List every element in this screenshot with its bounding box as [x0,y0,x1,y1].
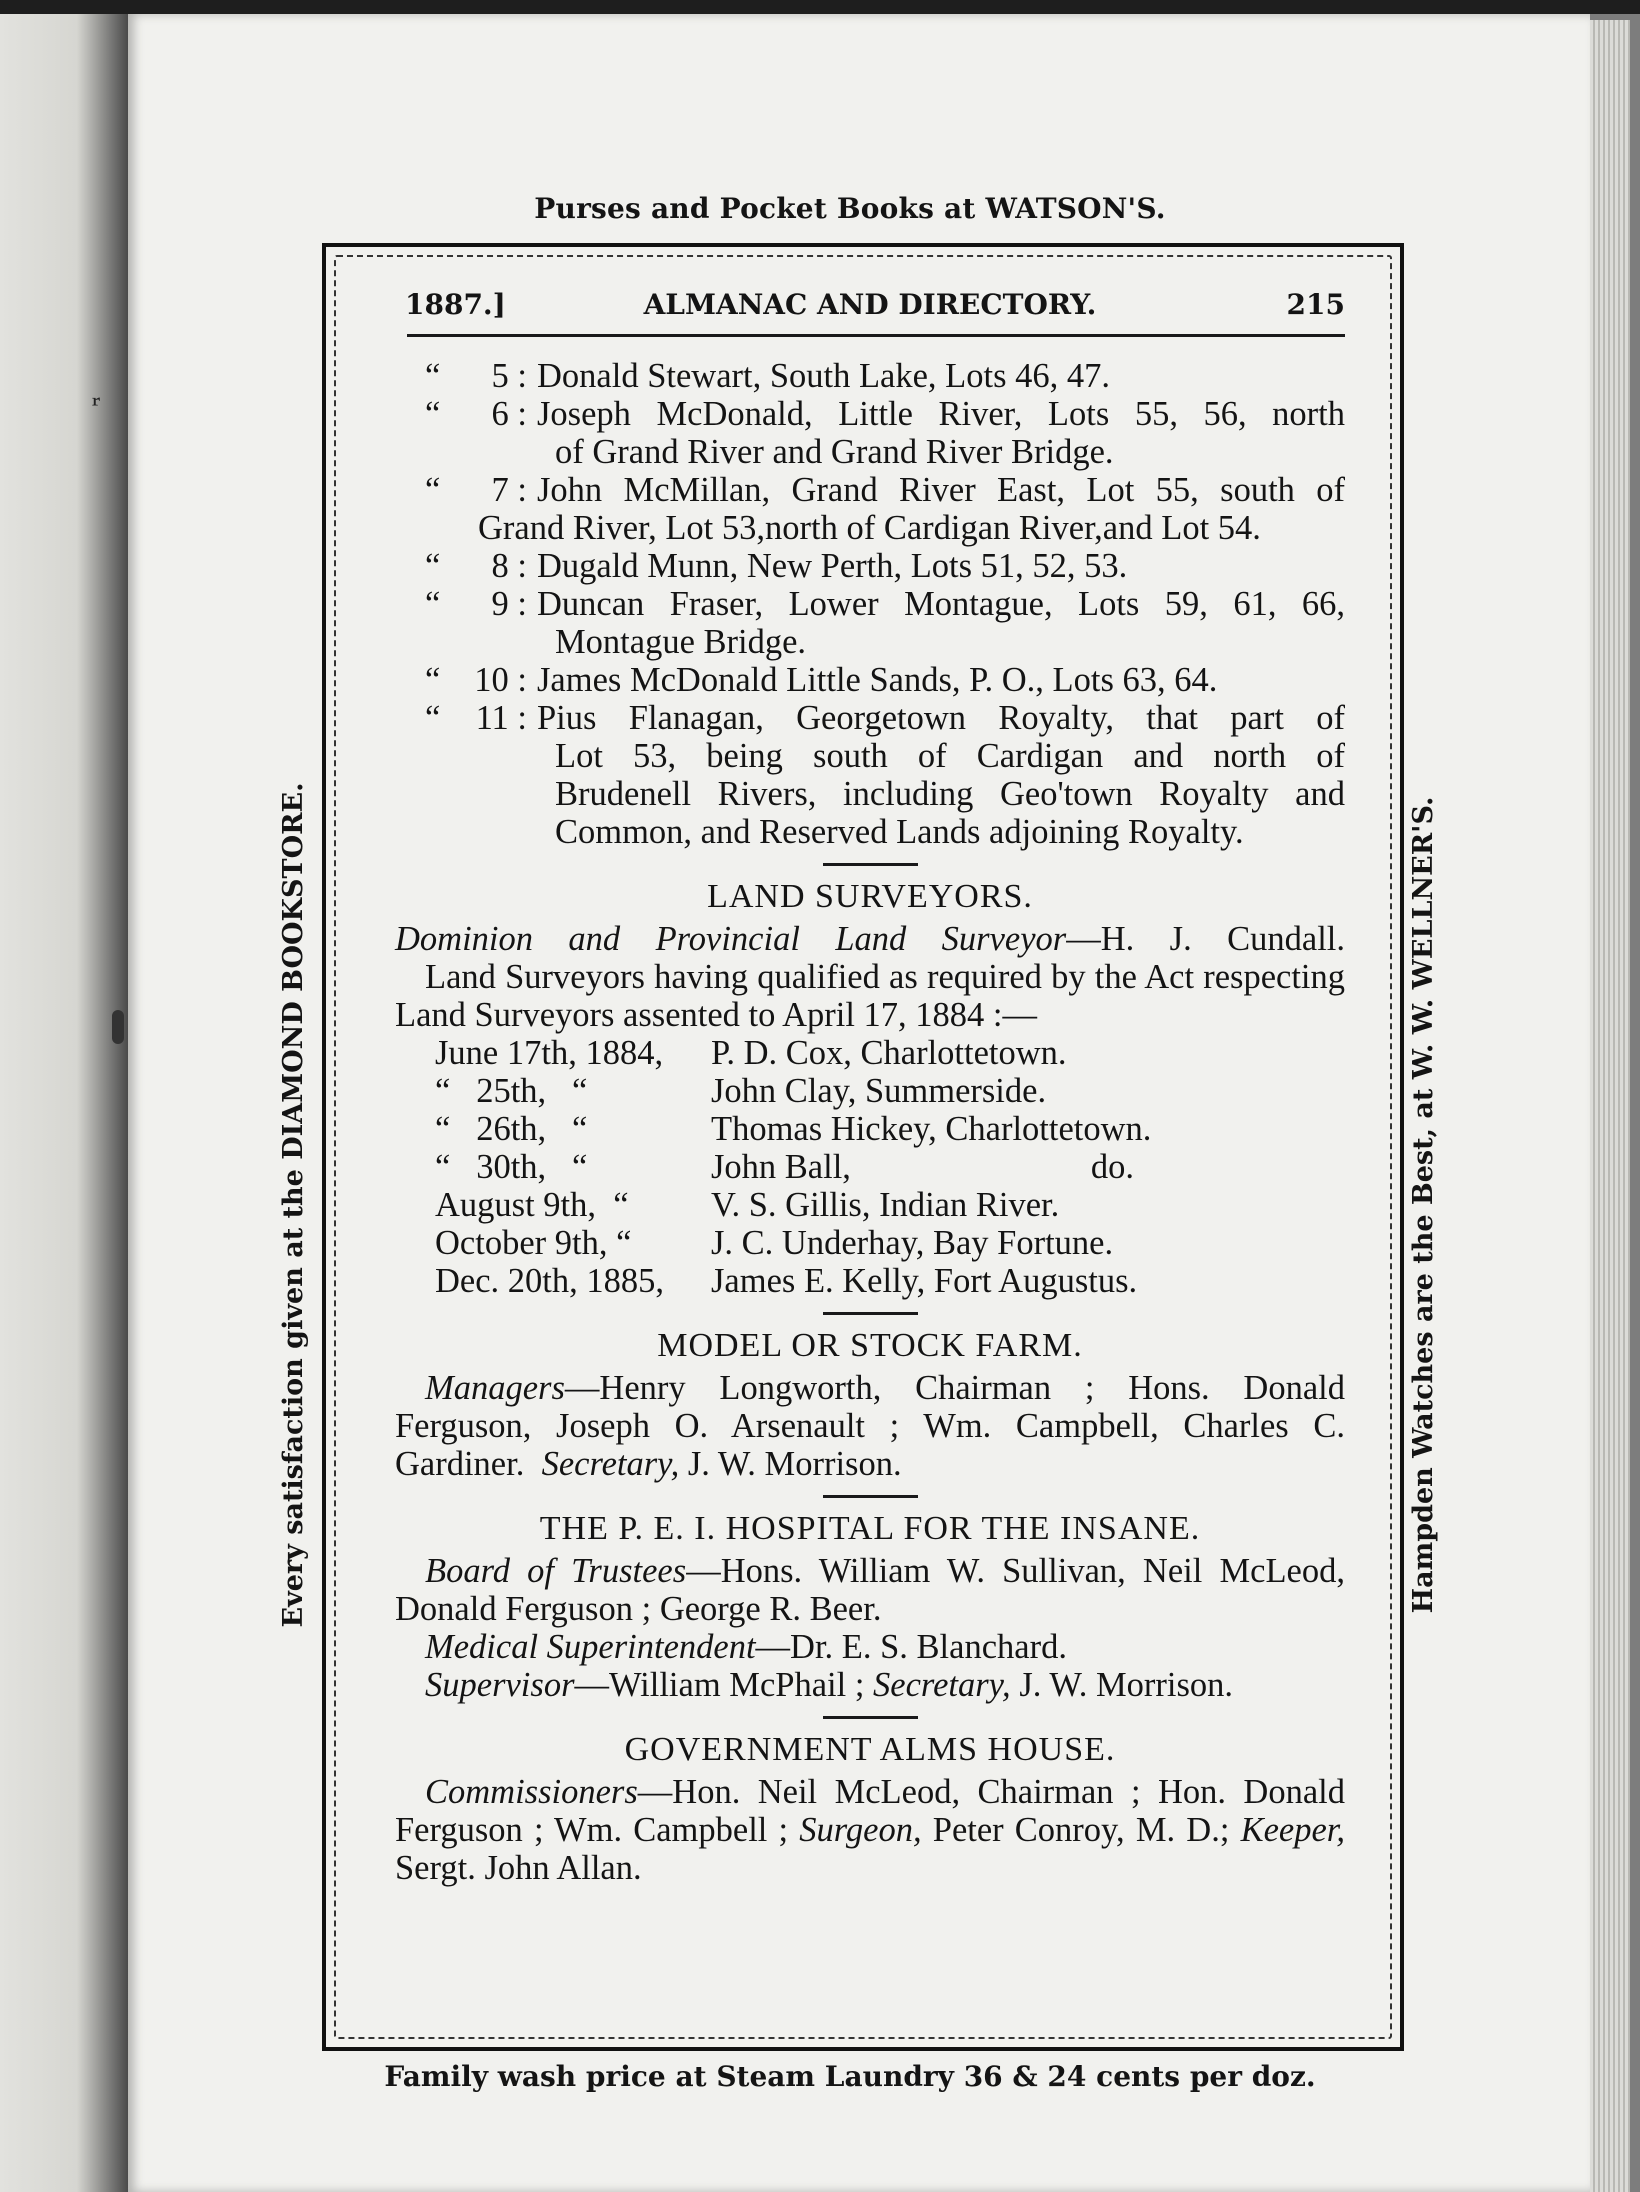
surgeon-label: Surgeon, [799,1811,922,1849]
table-cell-name: J. C. Underhay, Bay Fortune. [711,1224,1114,1262]
entry-number: 6 : [491,395,527,433]
list-item [395,661,1345,699]
table-row [435,1224,1151,1262]
entry-number: 5 : [491,357,527,395]
commissioners-text: —Hon. Neil McLeod, Chairman ; Hon. Donald Ferguson ; Wm. Campbell ; [395,1773,1345,1849]
running-head [395,270,1345,320]
hospital-trustees [395,1552,1345,1628]
ditto-mark: “ [425,585,441,623]
entry-text: John McMillan, Grand River East, Lot 55, south of [537,471,1345,509]
entry-text: Montague Bridge. [555,623,807,661]
entry-text: Lot 53, being south of Cardigan and north of [555,737,1345,775]
table-row [435,1262,1151,1300]
left-advertisement: Every satisfaction given at the DIAMOND BOOKSTORE. [278,782,309,1628]
surgeon-text: Peter Conroy, M. D.; [921,1811,1241,1849]
right-advertisement: Hampden Watches are the Best, at W. W. WELLNER'S. [1408,796,1439,1614]
list-item [395,699,1345,851]
table-cell-date: “ 26th, “ [435,1110,588,1148]
running-head-title: ALMANAC AND DIRECTORY. [643,288,1097,321]
table-cell-name: V. S. Gillis, Indian River. [711,1186,1060,1224]
secretary-text: J. W. Morrison. [1010,1666,1234,1704]
list-item [395,547,1345,585]
section-heading-alms-house: GOVERNMENT ALMS HOUSE. [624,1731,1116,1768]
table-cell-name: James E. Kelly, Fort Augustus. [711,1262,1138,1300]
ditto-mark: “ [425,395,441,433]
entry-text: Dugald Munn, New Perth, Lots 51, 52, 53. [537,547,1128,585]
stock-farm-text [395,1369,1345,1483]
section-divider [823,1495,918,1498]
commissioners-label: Commissioners [425,1773,638,1811]
section-divider [823,1716,918,1719]
entry-text: James McDonald Little Sands, P. O., Lots 63, 64. [537,661,1218,699]
scan-artifact-binding [112,1010,124,1044]
page-stack-edge [1590,20,1630,2192]
dominion-surveyor-label: Dominion and Provincial Land Surveyor [395,920,1067,958]
hospital-medical [395,1628,1345,1666]
entry-text: of Grand River and Grand River Bridge. [555,433,1114,471]
entry-number: 7 : [491,471,527,509]
entry-text: Common, and Reserved Lands adjoining Royalty. [555,813,1244,851]
surveyors-table [435,1034,1151,1300]
section-heading-hospital: THE P. E. I. HOSPITAL FOR THE INSANE. [539,1510,1201,1547]
hospital-supervisor [395,1666,1345,1704]
table-cell-date: June 17th, 1884, [435,1034,664,1072]
list-item [395,471,1345,547]
table-cell-name: P. D. Cox, Charlottetown. [711,1034,1067,1072]
table-cell-date: Dec. 20th, 1885, [435,1262,665,1300]
entry-text: Duncan Fraser, Lower Montague, Lots 59, 61, 66, [537,585,1345,623]
entry-text: Donald Stewart, South Lake, Lots 46, 47. [537,357,1111,395]
entry-number: 11 : [475,699,527,737]
table-cell-date: “ 30th, “ [435,1148,588,1186]
top-advertisement: Purses and Pocket Books at WATSON'S. [534,192,1166,225]
list-item [395,395,1345,471]
entry-text: Grand River, Lot 53,north of Cardigan River,and Lot 54. [478,509,1261,547]
page-body [395,270,1345,1887]
list-item [395,357,1345,395]
keeper-label: Keeper, [1240,1811,1345,1849]
trustees-text: —Hons. William W. Sullivan, Neil McLeod, Donald Ferguson ; George R. Beer. [395,1552,1345,1628]
table-cell-name [711,1148,1151,1186]
ditto-do: do. [1090,1148,1135,1186]
head-rule [407,334,1345,337]
section-divider [823,863,918,866]
managers-text: —Henry Longworth, Chairman ; Hons. Donald Ferguson, Joseph O. Arsenault ; Wm. Campbell, Charles C. Gardiner. [395,1369,1345,1483]
ditto-mark: “ [425,547,441,585]
managers-label: Managers [425,1369,565,1407]
table-row [435,1148,1151,1186]
medical-text: —Dr. E. S. Blanchard. [755,1628,1067,1666]
table-cell-name: John Clay, Summerside. [711,1072,1047,1110]
entry-text: Joseph McDonald, Little River, Lots 55, 56, north [537,395,1345,433]
table-row [435,1186,1151,1224]
list-item [395,585,1345,661]
table-row [435,1072,1151,1110]
table-cell-date: “ 25th, “ [435,1072,588,1110]
secretary-label: Secretary, [541,1445,680,1483]
surveyors-intro: Land Surveyors having qualified as required by the Act respecting Land Surveyors assented to April 17, 1884 :— [395,958,1345,1034]
ditto-mark: “ [425,357,441,395]
supervisor-text: —William McPhail ; [574,1666,874,1704]
trustees-label: Board of Trustees [425,1552,687,1590]
ditto-mark: “ [425,661,441,699]
secretary-text: J. W. Morrison. [679,1445,902,1483]
facing-page-edge [0,14,128,2192]
running-head-year: 1887.] [405,288,506,321]
page-number: 215 [1286,288,1345,321]
bottom-advertisement: Family wash price at Steam Laundry 36 & 24 cents per doz. [384,2060,1316,2093]
alms-house-text [395,1773,1345,1887]
table-row [435,1034,1151,1072]
entry-text: Brudenell Rivers, including Geo'town Royalty and [555,775,1345,813]
section-heading-stock-farm: MODEL OR STOCK FARM. [657,1327,1083,1364]
medical-label: Medical Superintendent [425,1628,756,1666]
scan-top-edge [0,0,1640,14]
dominion-surveyor-name: —H. J. Cundall. [1066,920,1345,958]
surveyor-name: John Ball, [711,1148,851,1186]
secretary-label: Secretary, [873,1666,1011,1704]
entry-number: 10 : [474,661,527,699]
table-cell-name: Thomas Hickey, Charlottetown. [711,1110,1152,1148]
ditto-mark: “ [425,699,441,737]
entry-number: 9 : [491,585,527,623]
table-cell-date: October 9th, “ [435,1224,632,1262]
supervisor-label: Supervisor [425,1666,575,1704]
table-cell-date: August 9th, “ [435,1186,629,1224]
section-heading-land-surveyors: LAND SURVEYORS. [707,878,1033,915]
entry-text: Pius Flanagan, Georgetown Royalty, that part of [537,699,1345,737]
section-divider [823,1312,918,1315]
dominion-surveyor-line [395,920,1345,958]
keeper-text: Sergt. John Allan. [395,1849,642,1887]
ditto-mark: “ [425,471,441,509]
table-row [435,1110,1151,1148]
entry-number: 8 : [491,547,527,585]
